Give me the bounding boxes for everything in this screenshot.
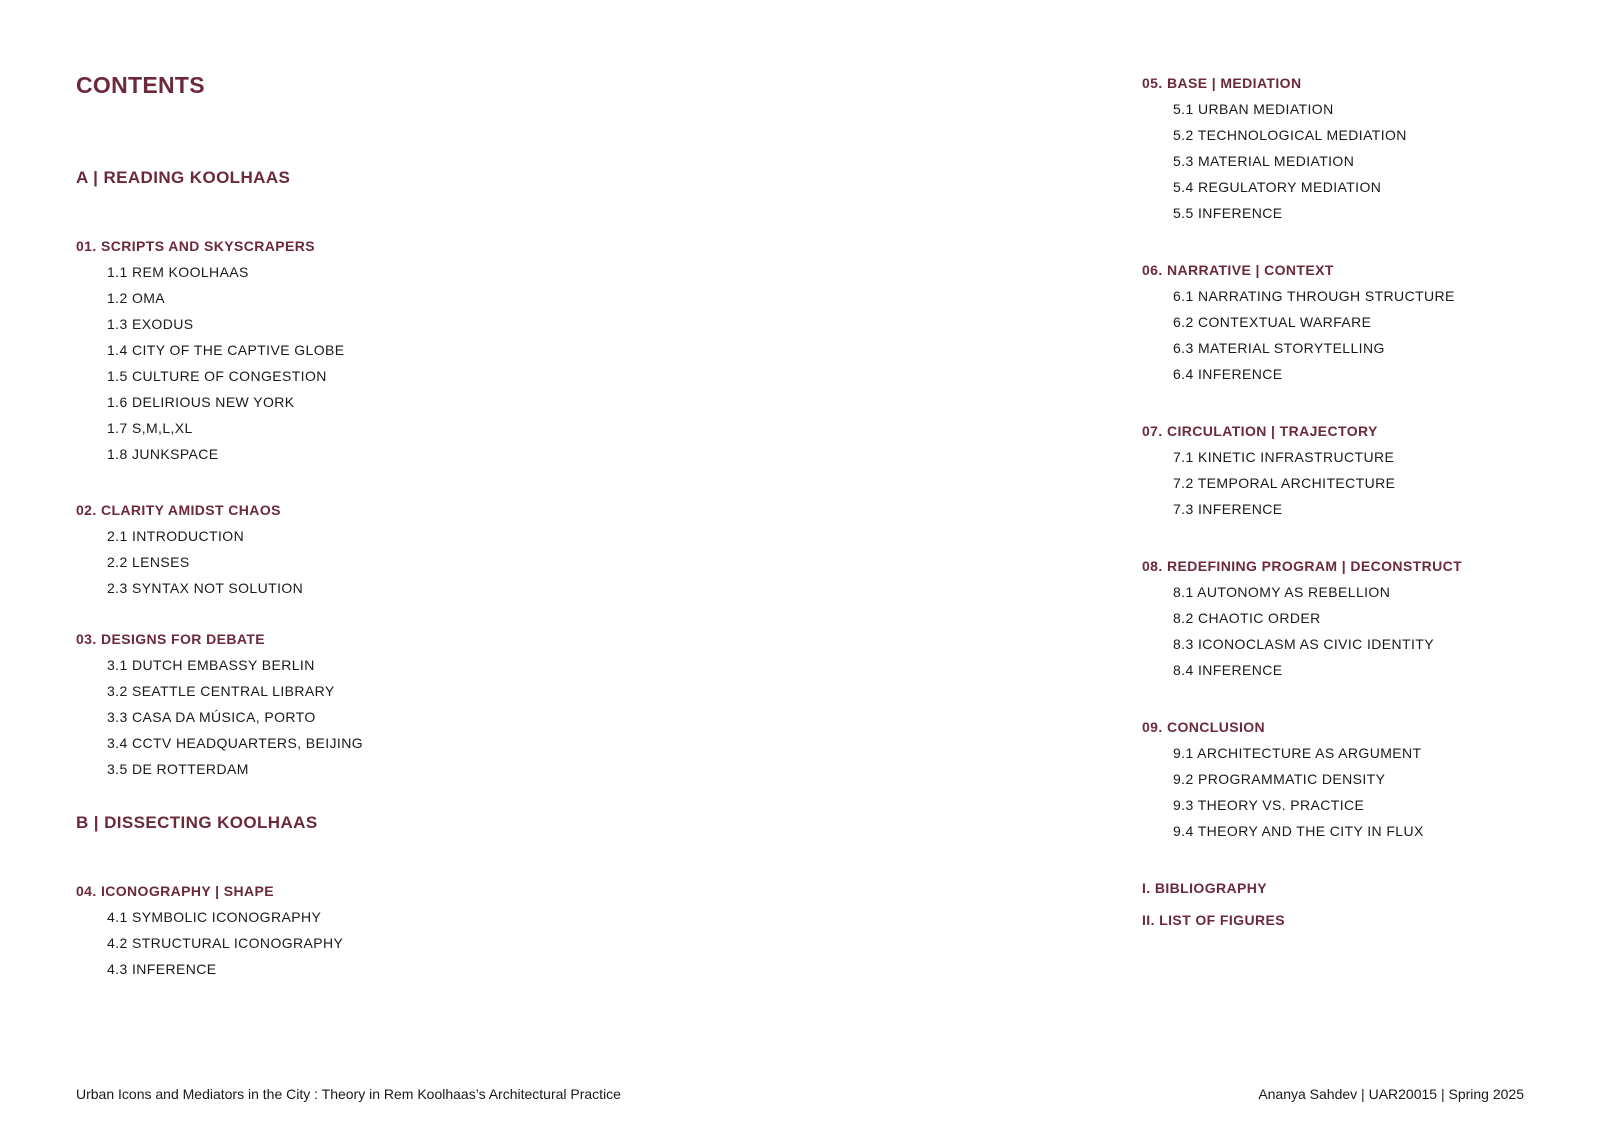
toc-item: 1.1 REM KOOLHAAS (107, 264, 249, 280)
toc-item: 1.5 CULTURE OF CONGESTION (107, 368, 327, 384)
part-b-heading: B | DISSECTING KOOLHAAS (76, 813, 318, 832)
toc-item: 5.5 INFERENCE (1173, 205, 1283, 221)
section-09 (1142, 714, 1424, 844)
toc-item: 8.4 INFERENCE (1173, 662, 1283, 678)
toc-item: 9.4 THEORY AND THE CITY IN FLUX (1173, 823, 1424, 839)
toc-item: 5.3 MATERIAL MEDIATION (1173, 153, 1355, 169)
toc-item: 3.3 CASA DA MÚSICA, PORTO (107, 709, 316, 725)
toc-item: 1.6 DELIRIOUS NEW YORK (107, 394, 295, 410)
section-title: 05. BASE | MEDIATION (1142, 75, 1302, 91)
toc-item: 4.2 STRUCTURAL ICONOGRAPHY (107, 935, 344, 951)
section-title: 02. CLARITY AMIDST CHAOS (76, 502, 281, 518)
toc-item: 3.4 CCTV HEADQUARTERS, BEIJING (107, 735, 364, 751)
toc-item: 1.8 JUNKSPACE (107, 446, 219, 462)
toc-item: 2.3 SYNTAX NOT SOLUTION (107, 580, 304, 596)
toc-item: 6.2 CONTEXTUAL WARFARE (1173, 314, 1372, 330)
bibliography-entry: I. BIBLIOGRAPHY (1142, 880, 1268, 896)
toc-item: 8.2 CHAOTIC ORDER (1173, 610, 1321, 626)
section-title: 06. NARRATIVE | CONTEXT (1142, 262, 1334, 278)
page-title: CONTENTS (76, 72, 205, 98)
toc-item: 4.3 INFERENCE (107, 961, 217, 977)
section-title: 04. ICONOGRAPHY | SHAPE (76, 883, 275, 899)
section-title: 03. DESIGNS FOR DEBATE (76, 631, 266, 647)
section-title: 08. REDEFINING PROGRAM | DECONSTRUCT (1142, 558, 1463, 574)
toc-item: 1.4 CITY OF THE CAPTIVE GLOBE (107, 342, 345, 358)
section-04 (76, 878, 343, 982)
section-07 (1142, 418, 1395, 522)
toc-item: 1.3 EXODUS (107, 316, 194, 332)
toc-item: 7.2 TEMPORAL ARCHITECTURE (1173, 475, 1396, 491)
toc-item: 9.3 THEORY VS. PRACTICE (1173, 797, 1365, 813)
toc-item: 8.3 ICONOCLASM AS CIVIC IDENTITY (1173, 636, 1434, 652)
toc-item: 5.4 REGULATORY MEDIATION (1173, 179, 1382, 195)
section-01 (76, 233, 344, 467)
toc-item: 2.2 LENSES (107, 554, 190, 570)
section-03 (76, 626, 363, 782)
toc-item: 8.1 AUTONOMY AS REBELLION (1173, 584, 1391, 600)
footer-author-info: Ananya Sahdev | UAR20015 | Spring 2025 (1258, 1086, 1524, 1102)
section-title: 07. CIRCULATION | TRAJECTORY (1142, 423, 1378, 439)
toc-item: 7.3 INFERENCE (1173, 501, 1283, 517)
section-title: 09. CONCLUSION (1142, 719, 1266, 735)
toc-item: 2.1 INTRODUCTION (107, 528, 245, 544)
section-08 (1142, 553, 1462, 683)
footer-thesis-title: Urban Icons and Mediators in the City : Theory in Rem Koolhaas’s Architectural Practice (76, 1086, 621, 1102)
toc-item: 9.1 ARCHITECTURE AS ARGUMENT (1173, 745, 1422, 761)
toc-item: 3.5 DE ROTTERDAM (107, 761, 249, 777)
toc-item: 6.3 MATERIAL STORYTELLING (1173, 340, 1385, 356)
toc-item: 4.1 SYMBOLIC ICONOGRAPHY (107, 909, 322, 925)
part-a-heading: A | READING KOOLHAAS (76, 168, 291, 187)
toc-item: 1.2 OMA (107, 290, 166, 306)
toc-item: 6.4 INFERENCE (1173, 366, 1283, 382)
list-of-figures-entry: II. LIST OF FIGURES (1142, 912, 1285, 928)
section-title: 01. SCRIPTS AND SKYSCRAPERS (76, 238, 315, 254)
toc-item: 9.2 PROGRAMMATIC DENSITY (1173, 771, 1386, 787)
toc-item: 1.7 S,M,L,XL (107, 420, 193, 436)
toc-item: 7.1 KINETIC INFRASTRUCTURE (1173, 449, 1395, 465)
toc-item: 3.1 DUTCH EMBASSY BERLIN (107, 657, 315, 673)
toc-item: 5.2 TECHNOLOGICAL MEDIATION (1173, 127, 1407, 143)
section-06 (1142, 257, 1455, 387)
toc-item: 6.1 NARRATING THROUGH STRUCTURE (1173, 288, 1455, 304)
section-05 (1142, 70, 1407, 226)
section-02 (76, 497, 303, 601)
toc-item: 5.1 URBAN MEDIATION (1173, 101, 1334, 117)
toc-item: 3.2 SEATTLE CENTRAL LIBRARY (107, 683, 335, 699)
